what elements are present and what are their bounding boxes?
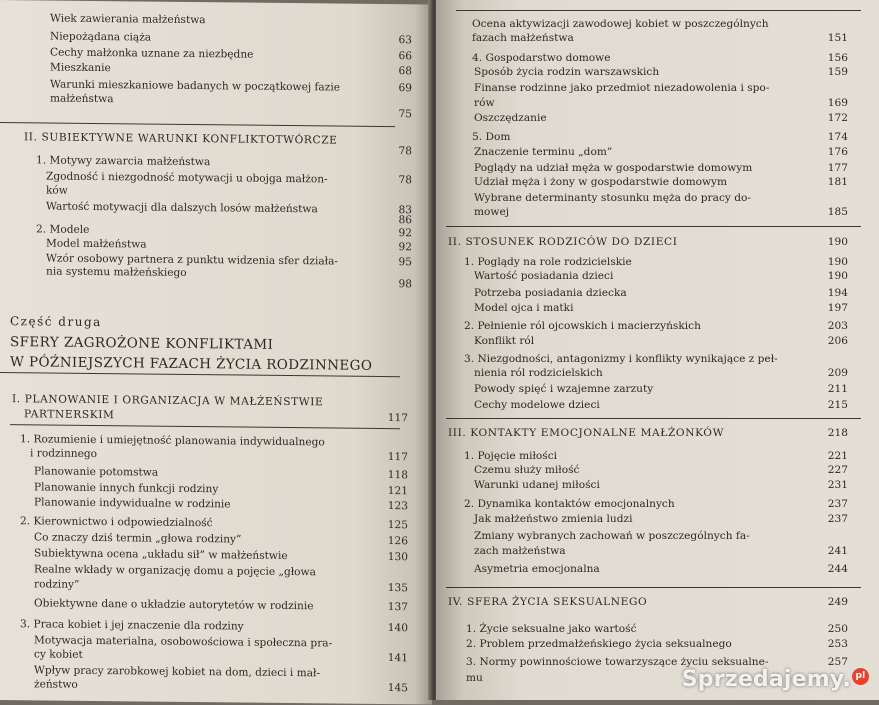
toc-page-number: 92 (372, 227, 412, 240)
toc-line (474, 335, 534, 348)
toc-page-number: 135 (368, 582, 408, 595)
toc-line (474, 545, 566, 558)
toc-entry-text: II. SUBIEKTYWNE WARUNKI KONFLIKTOTWÓRCZE (24, 131, 338, 147)
toc-entry-text: 2. Problem przedmałżeńskiego życia seksualnego (466, 638, 732, 651)
toc-line (50, 31, 151, 45)
section-divider (10, 424, 400, 429)
toc-page-number: 190 (808, 270, 848, 283)
toc-line (50, 13, 206, 28)
toc-line (474, 513, 632, 526)
toc-entry-text: Planowanie potomstwa (34, 465, 158, 479)
toc-line (34, 597, 314, 613)
toc-page-number: 83 (372, 204, 412, 217)
toc-line (474, 479, 600, 492)
toc-entry-text: 4. Gospodarstwo domowe (472, 52, 611, 65)
toc-entry-text: 1. Motywy zawarcia małżeństwa (36, 154, 210, 169)
toc-entry-text: 3. Normy powinnościowe towarzyszące życiu seksualne- (466, 656, 768, 669)
toc-entry-text: 2. Modele (36, 223, 89, 237)
toc-page-number: 69 (372, 82, 412, 95)
toc-page-number: 257 (808, 656, 848, 669)
toc-entry-text: Potrzeba posiadania dziecka (474, 287, 627, 300)
toc-line (474, 146, 612, 159)
toc-line (474, 66, 659, 79)
toc-entry-text: Warunki mieszkaniowe badanych w początkowej fazie (50, 79, 340, 95)
toc-entry-text: Asymetria emocjonalna (474, 563, 600, 576)
toc-entry-text: Wiek zawierania małżeństwa (50, 13, 206, 28)
toc-page-number: 174 (808, 131, 848, 144)
toc-entry-text: Wpływ pracy zarobkowej kobiet na dom, dzieci i mał- (34, 664, 320, 680)
toc-page-number: 121 (368, 485, 408, 498)
toc-entry-text: II. STOSUNEK RODZICÓW DO DZIECI (448, 236, 678, 249)
toc-entry-text: 2. Kierownictwo i odpowiedzialność (20, 515, 213, 530)
section-divider (456, 10, 861, 11)
toc-entry-text: 2. Pełnienie ról ojcowskich i macierzyńskich (464, 320, 701, 333)
toc-line (464, 320, 701, 333)
toc-line (474, 192, 751, 205)
toc-page-number: 211 (808, 383, 848, 396)
toc-line (50, 47, 253, 62)
toc-page-number: 151 (808, 32, 848, 45)
toc-line (474, 563, 600, 576)
toc-line (466, 623, 637, 636)
toc-line (36, 223, 89, 237)
left-page (0, 0, 432, 705)
toc-line (24, 408, 114, 422)
toc-page-number: 203 (808, 320, 848, 333)
toc-page-number: 145 (368, 682, 408, 695)
toc-entry-text: Co znaczy dziś termin „głowa rodziny” (34, 531, 241, 546)
toc-page-number: 130 (368, 551, 408, 564)
toc-entry-text: Model ojca i matki (474, 302, 574, 315)
toc-page-number: 141 (368, 652, 408, 665)
toc-page-number: 250 (808, 623, 848, 636)
toc-entry-text: Realne wkłady w organizację domu a pojęcie „głowa (34, 563, 316, 579)
toc-entry-text: Wybrane determinanty stosunku męża do pracy do- (474, 192, 751, 205)
toc-line (472, 32, 574, 45)
toc-line (472, 131, 510, 144)
toc-page-number: 159 (808, 66, 848, 79)
toc-line (34, 563, 316, 579)
toc-line (448, 596, 647, 609)
toc-page-number: 249 (808, 596, 848, 609)
toc-line (474, 97, 495, 110)
part-label: Część druga (10, 315, 102, 329)
toc-entry-text: Motywacja materialna, osobowościowa i społeczna pra- (34, 634, 332, 650)
toc-line (20, 618, 244, 633)
toc-entry-text: Wzór osobowy partnera z punktu widzenia sfer działa- (46, 252, 338, 268)
section-divider (446, 587, 861, 588)
toc-page-number: 185 (808, 206, 848, 219)
toc-entry-text: 1. Poglądy na role rodzicielskie (464, 256, 632, 269)
toc-line (474, 162, 752, 175)
toc-entry-text: 2. Dynamika kontaktów emocjonalnych (464, 498, 675, 511)
toc-line (34, 547, 288, 563)
toc-line (46, 237, 147, 251)
part-title-line-1: SFERY ZAGROŻONE KONFLIKTAMI (10, 334, 273, 354)
toc-page-number: 190 (808, 236, 848, 249)
toc-page-number: 172 (808, 112, 848, 125)
toc-entry-text: Cechy małżonka uznane za niezbędne (50, 47, 253, 62)
toc-entry-text: Planowanie indywidualne w rodzinie (34, 496, 231, 511)
toc-page-number: 231 (808, 479, 848, 492)
toc-page-number: 78 (372, 174, 412, 187)
toc-entry-text: Model małżeństwa (46, 237, 147, 251)
toc-page-number: 237 (808, 513, 848, 526)
toc-page-number: 137 (368, 601, 408, 614)
toc-line (474, 206, 509, 219)
toc-line (46, 265, 187, 279)
toc-line (464, 256, 632, 269)
toc-line (30, 447, 97, 461)
toc-page-number: 227 (808, 464, 848, 477)
toc-page-number: 177 (808, 162, 848, 175)
toc-entry-text: i rodzinnego (30, 447, 97, 461)
toc-page-number: 218 (808, 427, 848, 440)
toc-entry-text: Mieszkanie (50, 62, 111, 76)
toc-line (448, 427, 724, 440)
toc-line (464, 498, 675, 511)
toc-page-number: 206 (808, 335, 848, 348)
toc-page-number: 176 (808, 146, 848, 159)
toc-entry-text: Ocena aktywizacji zawodowej kobiet w poszczególnych (472, 18, 769, 31)
toc-line (464, 353, 778, 366)
toc-line (474, 82, 769, 95)
watermark-brand: Sprzedajemy (682, 667, 843, 692)
toc-line (474, 383, 653, 396)
toc-page-number: 244 (808, 563, 848, 576)
toc-entry-text: nienia ról rodzicielskich (474, 367, 603, 380)
toc-entry-text: cy kobiet (34, 648, 83, 662)
section-divider (0, 122, 395, 127)
toc-page-number: 221 (808, 450, 848, 463)
toc-page-number: 197 (808, 302, 848, 315)
right-page (436, 0, 879, 700)
toc-entry-text: mu (466, 672, 483, 685)
toc-entry-text: Cechy modelowe dzieci (474, 399, 600, 412)
toc-page-number: 190 (808, 256, 848, 269)
toc-entry-text: Udział męża i żony w gospodarstwie domowym (474, 176, 727, 189)
toc-page-number: 75 (372, 108, 412, 121)
toc-entry-text: Wartość motywacji dla dalszych losów małżeństwa (46, 200, 318, 216)
toc-page-number: 123 (368, 500, 408, 513)
section-divider (446, 418, 861, 419)
toc-line (474, 302, 574, 315)
toc-entry-text: 5. Dom (472, 131, 510, 144)
toc-entry-text: III. KONTAKTY EMOCJONALNE MAŁŻONKÓW (448, 427, 724, 440)
toc-entry-text: Powody spięć i wzajemne zarzuty (474, 383, 653, 396)
toc-line (464, 450, 557, 463)
toc-entry-text: IV. SFERA ŻYCIA SEKSUALNEGO (448, 596, 647, 609)
toc-entry-text: Subiektywna ocena „układu sił” w małżeństwie (34, 547, 288, 563)
toc-page-number: 95 (372, 256, 412, 269)
toc-page-number: 68 (372, 65, 412, 78)
toc-line (50, 93, 114, 107)
toc-page-number: 86 (372, 214, 412, 227)
toc-line (474, 464, 579, 477)
toc-page-number: 66 (372, 50, 412, 63)
toc-entry-text: Zmiany wybranych zachowań w poszczególnych fa- (474, 530, 750, 543)
toc-entry-text: Oszczędzanie (474, 112, 547, 125)
toc-line (34, 578, 79, 591)
toc-entry-text: Zgodność i niezgodność motywacji u obojga małżon- (46, 170, 328, 186)
toc-line (474, 367, 603, 380)
toc-line (34, 531, 241, 546)
toc-entry-text: 1. Rozumienie i umiejętność planowania indywidualnego (20, 433, 325, 449)
toc-line (46, 184, 68, 197)
toc-line (24, 131, 338, 147)
toc-entry-text: Warunki udanej miłości (474, 479, 600, 492)
toc-page-number: 98 (372, 278, 412, 291)
toc-line (472, 52, 611, 65)
toc-line (34, 496, 231, 511)
toc-line (474, 530, 750, 543)
toc-page-number: 241 (808, 545, 848, 558)
toc-page-number: 169 (808, 97, 848, 110)
toc-page-number: 194 (808, 287, 848, 300)
toc-line (474, 287, 627, 300)
toc-page-number: 156 (808, 52, 848, 65)
toc-page-number: 117 (368, 451, 408, 464)
toc-line (34, 481, 218, 496)
toc-line (46, 200, 318, 216)
toc-entry-text: zach małżeństwa (474, 545, 566, 558)
toc-page-number: 209 (808, 367, 848, 380)
toc-entry-text: Obiektywne dane o układzie autorytetów w rodzinie (34, 597, 314, 613)
toc-entry-text: małżeństwa (50, 93, 114, 107)
toc-line (448, 236, 678, 249)
toc-line (34, 465, 158, 479)
toc-entry-text: Znaczenie terminu „dom” (474, 146, 612, 159)
toc-page-number: 92 (372, 241, 412, 254)
toc-entry-text: 3. Niezgodności, antagonizmy i konflikty wynikające z peł- (464, 353, 778, 366)
toc-line (34, 648, 83, 662)
toc-entry-text: Planowanie innych funkcji rodziny (34, 481, 218, 496)
toc-page-number: 118 (368, 469, 408, 482)
toc-page-number: 140 (368, 622, 408, 635)
toc-line (34, 678, 78, 691)
toc-entry-text: Sposób życia rodzin warszawskich (474, 66, 659, 79)
toc-entry-text: Wartość posiadania dzieci (474, 270, 613, 283)
toc-entry-text: nia systemu małżeńskiego (46, 265, 187, 279)
toc-entry-text: rów (474, 97, 495, 110)
toc-page-number: 181 (808, 176, 848, 189)
toc-page-number: 253 (808, 638, 848, 651)
toc-line (466, 638, 732, 651)
toc-entry-text: I. PLANOWANIE I ORGANIZACJA W MAŁŻEŃSTWIE (12, 393, 323, 409)
toc-page-number: 125 (368, 519, 408, 532)
watermark-logo: Sprzedajemy. pl (682, 667, 869, 692)
toc-entry-text: ków (46, 184, 68, 197)
toc-page-number: 78 (372, 145, 412, 158)
toc-entry-text: żeństwo (34, 678, 78, 691)
toc-entry-text: Konflikt ról (474, 335, 534, 348)
toc-page-number: 117 (368, 412, 408, 425)
watermark-tld: pl (852, 668, 869, 685)
toc-entry-text: Finanse rodzinne jako przedmiot niezadowolenia i spo- (474, 82, 769, 95)
section-divider (446, 226, 861, 227)
toc-entry-text: Poglądy na udział męża w gospodarstwie domowym (474, 162, 752, 175)
toc-line (50, 62, 111, 76)
toc-entry-text: Czemu służy miłość (474, 464, 579, 477)
toc-entry-text: Niepożądana ciąża (50, 31, 151, 45)
toc-line (474, 270, 613, 283)
toc-page-number: 215 (808, 399, 848, 412)
toc-entry-text: rodziny” (34, 578, 79, 591)
toc-line (12, 393, 323, 409)
toc-line (474, 176, 727, 189)
toc-entry-text: fazach małżeństwa (472, 32, 574, 45)
part-title-line-2: W PÓŹNIEJSZYCH FAZACH ŻYCIA RODZINNEGO (10, 354, 372, 375)
toc-entry-text: mowej (474, 206, 509, 219)
toc-page-number: 237 (808, 498, 848, 511)
toc-line (474, 399, 600, 412)
toc-entry-text: 3. Praca kobiet i jej znaczenie dla rodziny (20, 618, 244, 633)
toc-line (36, 154, 210, 169)
toc-page-number: 63 (372, 34, 412, 47)
toc-entry-text: 1. Pojęcie miłości (464, 450, 557, 463)
toc-line (466, 672, 483, 685)
toc-line (46, 170, 328, 186)
toc-entry-text: 1. Życie seksualne jako wartość (466, 623, 637, 636)
toc-line (20, 515, 213, 530)
toc-entry-text: Jak małżeństwo zmienia ludzi (474, 513, 632, 526)
toc-line (472, 18, 769, 31)
toc-line (474, 112, 547, 125)
toc-entry-text: PARTNERSKIM (24, 408, 114, 422)
toc-page-number: 126 (368, 535, 408, 548)
